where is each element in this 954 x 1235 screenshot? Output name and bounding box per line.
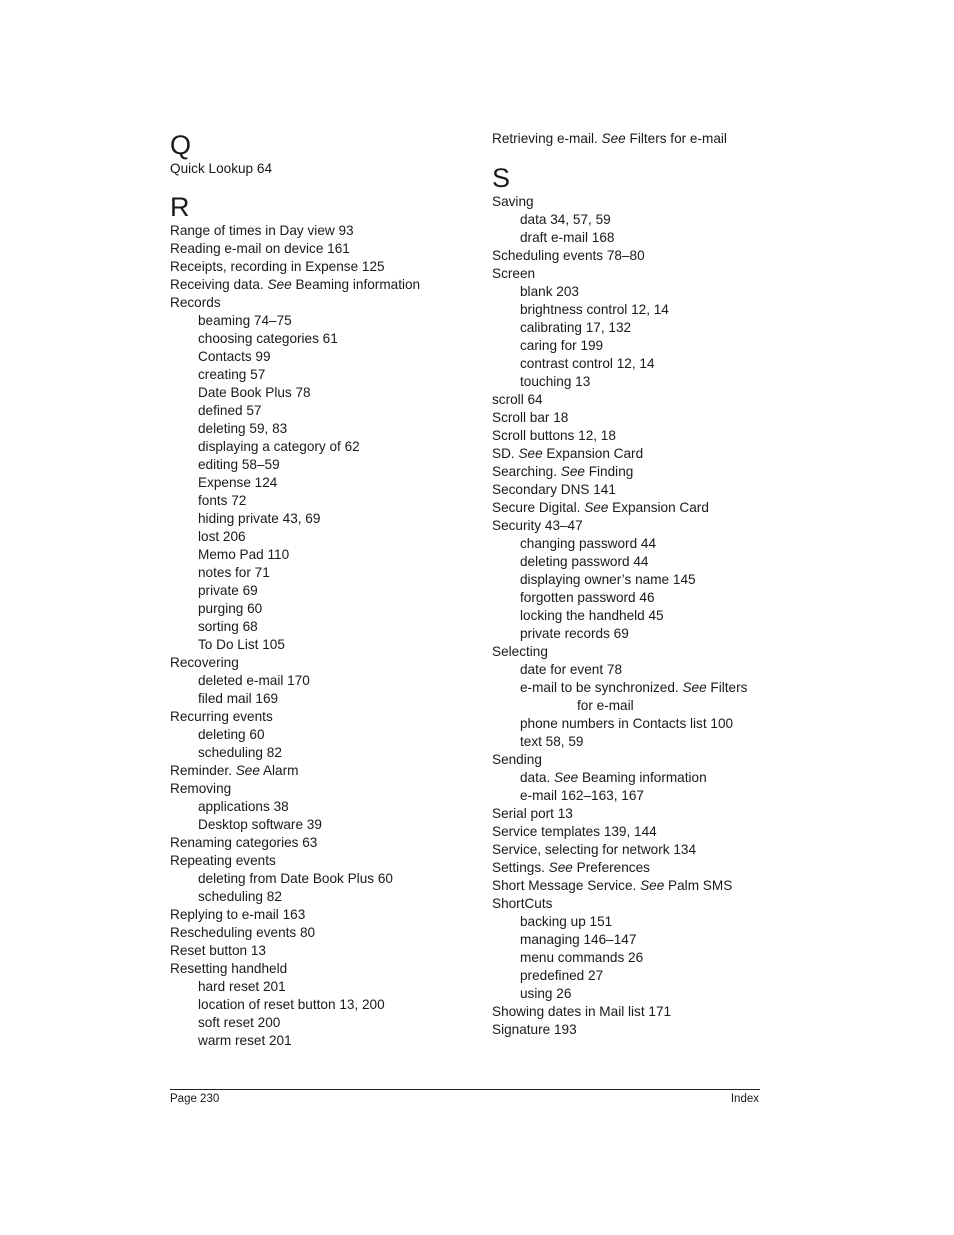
entry-text: Quick Lookup 64 <box>170 161 273 176</box>
index-entry <box>492 391 772 409</box>
index-subentry <box>170 636 470 654</box>
see-target: Expansion Card <box>608 500 709 515</box>
footer-section-title: Index <box>730 1093 759 1105</box>
entry-text: private 69 <box>198 583 258 598</box>
entry-text: Reading e-mail on device 161 <box>170 241 350 256</box>
index-subentry <box>492 661 772 679</box>
index-entry <box>492 499 772 517</box>
index-subentry <box>492 229 772 247</box>
entry-text: using 26 <box>520 986 572 1001</box>
entry-text: defined 57 <box>198 403 262 418</box>
entry-text: Recurring events <box>170 709 273 724</box>
index-entry <box>492 895 772 913</box>
entry-text: Sending <box>492 752 542 767</box>
entry-text: soft reset 200 <box>198 1015 281 1030</box>
index-subentry <box>170 744 470 762</box>
index-entry <box>170 942 470 960</box>
index-column-left <box>170 130 470 1050</box>
index-entry <box>170 240 470 258</box>
index-subentry <box>492 589 772 607</box>
index-entry <box>492 877 772 895</box>
index-subentry <box>170 1032 470 1050</box>
index-subentry <box>492 301 772 319</box>
entry-text: Replying to e-mail 163 <box>170 907 306 922</box>
index-entry <box>170 780 470 798</box>
index-subentry <box>170 546 470 564</box>
section-letter: Q <box>170 130 192 160</box>
index-entry <box>492 463 772 481</box>
entry-text: applications 38 <box>198 799 289 814</box>
index-subentry <box>492 211 772 229</box>
footer-rule <box>170 1089 760 1090</box>
index-subentry <box>170 474 470 492</box>
see-reference: See <box>560 464 585 479</box>
entry-text: beaming 74–75 <box>198 313 292 328</box>
entry-text: brightness control 12, 14 <box>520 302 669 317</box>
index-entry <box>170 160 470 178</box>
entry-text: Contacts 99 <box>198 349 271 364</box>
index-subentry <box>170 420 470 438</box>
entry-text: Expense 124 <box>198 475 278 490</box>
index-entry <box>492 805 772 823</box>
entry-text: phone numbers in Contacts list 100 <box>520 716 734 731</box>
entry-text: Settings. <box>492 860 549 875</box>
index-subentry <box>492 769 772 787</box>
entry-text: changing password 44 <box>520 536 657 551</box>
index-entry <box>492 409 772 427</box>
index-entry <box>492 823 772 841</box>
see-target: Filters for e-mail <box>625 131 727 146</box>
section-gap <box>492 148 772 163</box>
entry-text: ShortCuts <box>492 896 553 911</box>
entry-text: predefined 27 <box>520 968 604 983</box>
entry-text: Secure Digital. <box>492 500 585 515</box>
index-column-right <box>492 130 772 1039</box>
index-entry <box>170 924 470 942</box>
entry-text: Saving <box>492 194 534 209</box>
entry-text: Retrieving e-mail. <box>492 131 602 146</box>
index-subentry <box>492 913 772 931</box>
entry-text: Scroll buttons 12, 18 <box>492 428 616 443</box>
index-entry <box>492 265 772 283</box>
entry-text: purging 60 <box>198 601 263 616</box>
entry-text: notes for 71 <box>198 565 270 580</box>
entry-text: To Do List 105 <box>198 637 285 652</box>
index-subentry <box>170 690 470 708</box>
index-subentry <box>170 888 470 906</box>
entry-text: deleted e-mail 170 <box>198 673 310 688</box>
index-entry <box>170 906 470 924</box>
entry-text: deleting from Date Book Plus 60 <box>198 871 393 886</box>
entry-text: Reminder. <box>170 763 236 778</box>
see-target: Preferences <box>572 860 650 875</box>
see-target: Beaming information <box>291 277 421 292</box>
entry-text: for e-mail <box>577 698 634 713</box>
footer-page-number: Page 230 <box>170 1093 220 1105</box>
entry-text: data 34, 57, 59 <box>520 212 611 227</box>
entry-text: touching 13 <box>520 374 591 389</box>
entry-text: locking the handheld 45 <box>520 608 664 623</box>
index-entry <box>492 1003 772 1021</box>
index-subentry <box>492 931 772 949</box>
entry-text: filed mail 169 <box>198 691 279 706</box>
index-entry <box>170 762 470 780</box>
index-subentry <box>170 366 470 384</box>
index-subentry <box>170 618 470 636</box>
index-subentry <box>492 625 772 643</box>
index-subentry <box>492 373 772 391</box>
index-subentry <box>170 564 470 582</box>
entry-text: Scheduling events 78–80 <box>492 248 645 263</box>
index-entry <box>492 481 772 499</box>
entry-text: warm reset 201 <box>198 1033 292 1048</box>
entry-text: Receiving data. <box>170 277 268 292</box>
entry-text: Renaming categories 63 <box>170 835 318 850</box>
see-target: Filters <box>706 680 748 695</box>
index-subentry <box>492 283 772 301</box>
index-subentry <box>170 726 470 744</box>
see-target: Beaming information <box>578 770 707 785</box>
entry-text: lost 206 <box>198 529 246 544</box>
entry-text: Showing dates in Mail list 171 <box>492 1004 672 1019</box>
index-subentry <box>492 319 772 337</box>
index-entry <box>492 751 772 769</box>
index-continuation <box>492 697 772 715</box>
entry-text: hiding private 43, 69 <box>198 511 321 526</box>
index-entry <box>492 130 772 148</box>
index-subentry <box>170 1014 470 1032</box>
index-subentry <box>492 787 772 805</box>
index-subentry <box>170 816 470 834</box>
entry-text: choosing categories 61 <box>198 331 338 346</box>
index-entry <box>492 247 772 265</box>
index-subentry <box>170 978 470 996</box>
index-subentry <box>492 571 772 589</box>
index-entry <box>492 427 772 445</box>
index-subentry <box>170 870 470 888</box>
entry-text: draft e-mail 168 <box>520 230 615 245</box>
entry-text: Searching. <box>492 464 561 479</box>
entry-text: fonts 72 <box>198 493 247 508</box>
index-subentry <box>170 348 470 366</box>
index-subentry <box>492 337 772 355</box>
entry-text: sorting 68 <box>198 619 258 634</box>
section-letter: R <box>170 192 190 222</box>
index-entry <box>170 834 470 852</box>
entry-text: text 58, 59 <box>520 734 584 749</box>
index-subentry <box>170 456 470 474</box>
entry-text: date for event 78 <box>520 662 623 677</box>
index-entry <box>492 193 772 211</box>
entry-text: forgotten password 46 <box>520 590 655 605</box>
entry-text: e-mail to be synchronized. <box>520 680 683 695</box>
index-subentry <box>170 798 470 816</box>
entry-text: displaying owner’s name 145 <box>520 572 696 587</box>
entry-text: Serial port 13 <box>492 806 573 821</box>
index-entry <box>492 643 772 661</box>
index-entry <box>170 654 470 672</box>
index-subentry <box>492 733 772 751</box>
entry-text: SD. <box>492 446 519 461</box>
entry-text: creating 57 <box>198 367 266 382</box>
index-entry <box>492 517 772 535</box>
entry-text: Resetting handheld <box>170 961 288 976</box>
index-subentry <box>170 438 470 456</box>
index-entry <box>492 859 772 877</box>
see-reference: See <box>518 446 543 461</box>
entry-text: deleting 60 <box>198 727 265 742</box>
entry-text: Recovering <box>170 655 239 670</box>
entry-text: caring for 199 <box>520 338 604 353</box>
index-subentry <box>170 312 470 330</box>
see-reference: See <box>548 860 573 875</box>
entry-text: deleting 59, 83 <box>198 421 288 436</box>
index-entry <box>170 294 470 312</box>
index-subentry <box>170 672 470 690</box>
entry-text: Security 43–47 <box>492 518 583 533</box>
see-reference: See <box>640 878 665 893</box>
entry-text: hard reset 201 <box>198 979 286 994</box>
entry-text: contrast control 12, 14 <box>520 356 655 371</box>
see-reference: See <box>554 770 579 785</box>
entry-text: Selecting <box>492 644 548 659</box>
entry-text: Scroll bar 18 <box>492 410 569 425</box>
index-subentry <box>170 582 470 600</box>
entry-text: Date Book Plus 78 <box>198 385 311 400</box>
see-reference: See <box>601 131 626 146</box>
index-subentry <box>492 535 772 553</box>
index-entry <box>170 222 470 240</box>
entry-text: Short Message Service. <box>492 878 641 893</box>
index-subentry <box>492 553 772 571</box>
see-target: Expansion Card <box>542 446 644 461</box>
entry-text: scroll 64 <box>492 392 543 407</box>
entry-text: Screen <box>492 266 536 281</box>
entry-text: Range of times in Day view 93 <box>170 223 354 238</box>
entry-text: Service templates 139, 144 <box>492 824 657 839</box>
index-subentry <box>170 510 470 528</box>
see-reference: See <box>682 680 707 695</box>
index-entry <box>492 445 772 463</box>
entry-text: managing 146–147 <box>520 932 637 947</box>
entry-text: editing 58–59 <box>198 457 280 472</box>
index-subentry <box>170 996 470 1014</box>
index-subentry <box>492 607 772 625</box>
index-entry <box>492 841 772 859</box>
entry-text: Records <box>170 295 221 310</box>
index-subentry <box>492 355 772 373</box>
entry-text: scheduling 82 <box>198 889 282 904</box>
entry-text: Service, selecting for network 134 <box>492 842 697 857</box>
see-target: Finding <box>584 464 634 479</box>
see-reference: See <box>267 277 292 292</box>
index-entry <box>170 276 470 294</box>
index-subentry <box>170 600 470 618</box>
entry-text: data. <box>520 770 555 785</box>
index-subentry <box>492 715 772 733</box>
see-target: Palm SMS <box>664 878 733 893</box>
see-reference: See <box>235 763 260 778</box>
index-entry <box>170 852 470 870</box>
entry-text: e-mail 162–163, 167 <box>520 788 644 803</box>
see-reference: See <box>584 500 609 515</box>
index-subentry <box>170 492 470 510</box>
entry-text: Secondary DNS 141 <box>492 482 616 497</box>
entry-text: deleting password 44 <box>520 554 649 569</box>
index-subentry <box>170 384 470 402</box>
index-entry <box>170 960 470 978</box>
index-subentry <box>170 528 470 546</box>
see-target: Alarm <box>259 763 299 778</box>
entry-text: menu commands 26 <box>520 950 644 965</box>
index-entry <box>492 1021 772 1039</box>
index-subentry <box>170 402 470 420</box>
entry-text: displaying a category of 62 <box>198 439 360 454</box>
index-subentry <box>492 949 772 967</box>
index-subentry <box>492 967 772 985</box>
entry-text: Reset button 13 <box>170 943 266 958</box>
entry-text: Memo Pad 110 <box>198 547 290 562</box>
entry-text: private records 69 <box>520 626 629 641</box>
section-gap <box>170 178 470 192</box>
entry-text: Rescheduling events 80 <box>170 925 316 940</box>
entry-text: Desktop software 39 <box>198 817 322 832</box>
entry-text: Removing <box>170 781 232 796</box>
entry-text: scheduling 82 <box>198 745 282 760</box>
entry-text: Receipts, recording in Expense 125 <box>170 259 385 274</box>
index-entry <box>170 708 470 726</box>
entry-text: calibrating 17, 132 <box>520 320 632 335</box>
index-entry <box>170 258 470 276</box>
entry-text: blank 203 <box>520 284 579 299</box>
entry-text: backing up 151 <box>520 914 613 929</box>
entry-text: Signature 193 <box>492 1022 577 1037</box>
entry-text: location of reset button 13, 200 <box>198 997 385 1012</box>
index-subentry <box>492 985 772 1003</box>
index-subentry <box>170 330 470 348</box>
entry-text: Repeating events <box>170 853 276 868</box>
index-subentry <box>492 679 772 697</box>
section-letter: S <box>492 163 511 193</box>
